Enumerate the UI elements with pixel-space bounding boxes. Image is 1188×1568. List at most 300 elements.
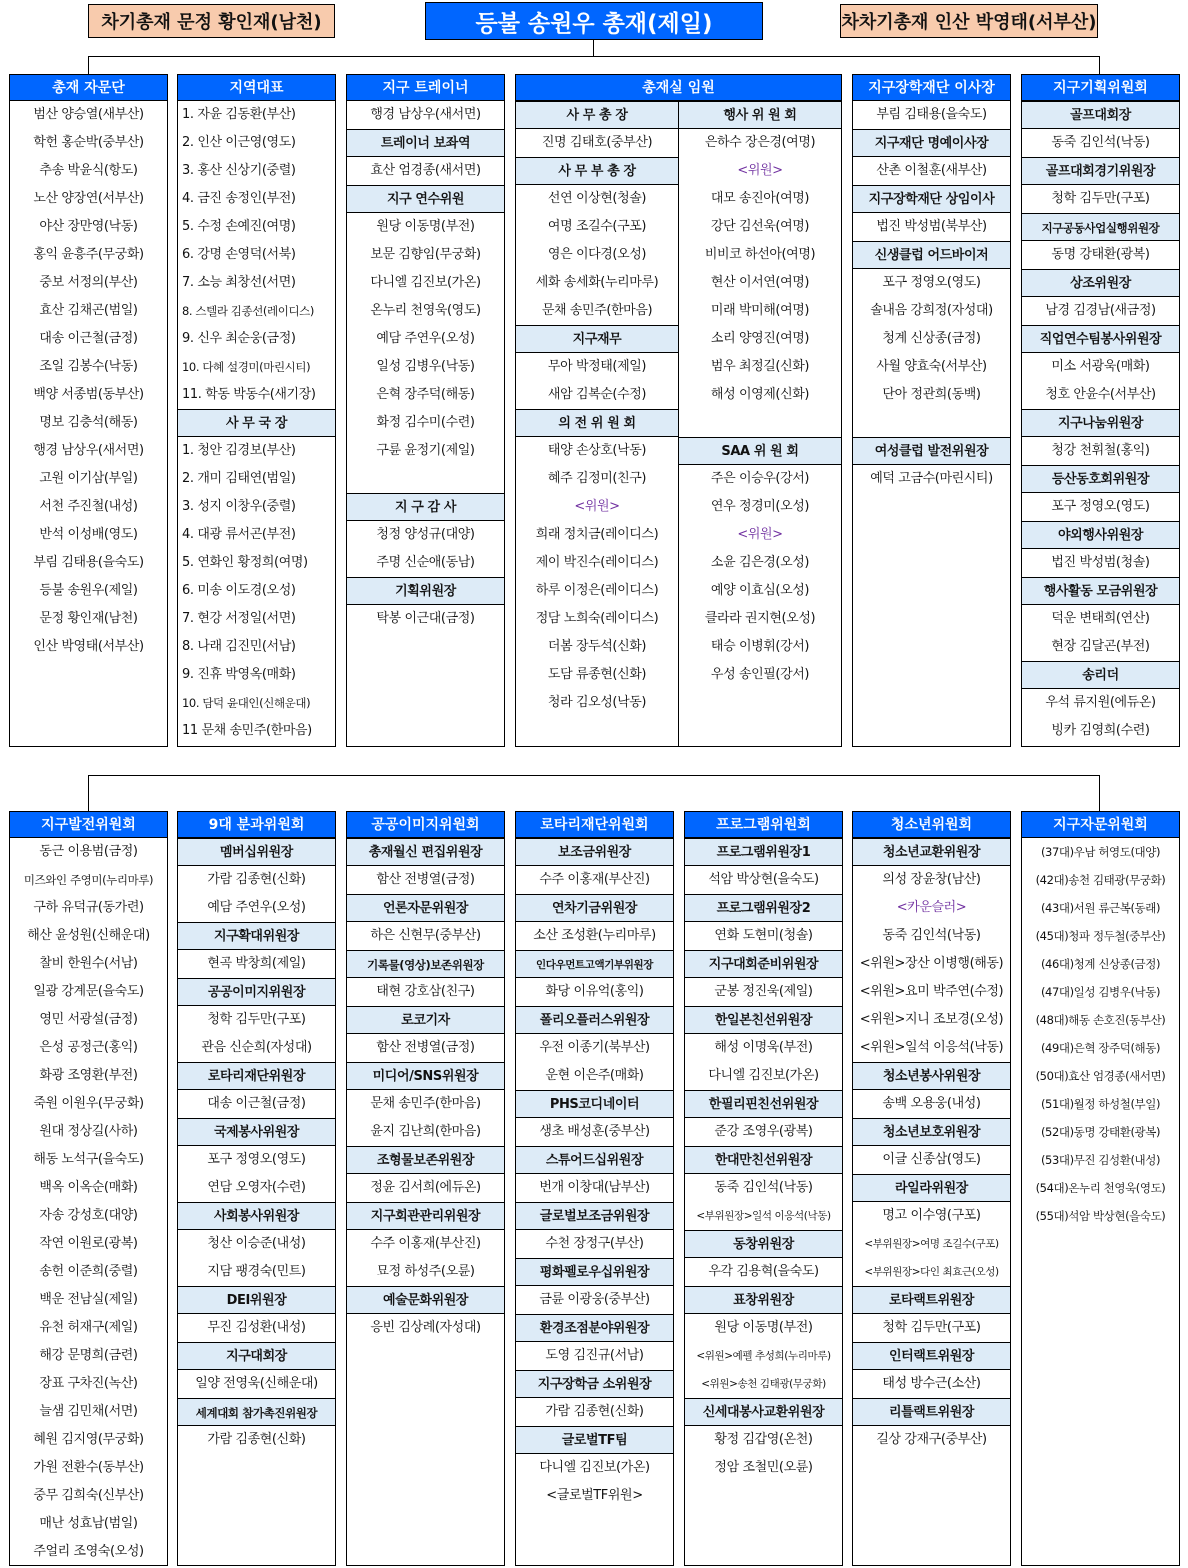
section-header: 사 무 국 장: [178, 409, 335, 437]
member-entry: 백운 전남실(제일): [39, 1292, 138, 1307]
member-entry: 찰비 한원수(서남): [39, 956, 138, 971]
org-column: [515, 74, 842, 747]
member-entry: <위원>예펠 추성희(누리마루): [696, 1350, 831, 1362]
member-entry: 수천 장정구(부산): [545, 1236, 644, 1251]
member-entry: 5. 수정 손예진(여명): [182, 219, 296, 234]
member-entry: <위원>: [737, 163, 783, 178]
member-entry: 하루 이정은(레이디스): [535, 583, 659, 598]
member-entry: 3. 성지 이창우(중렬): [182, 499, 296, 514]
member-entry: 클라라 권지현(오성): [704, 611, 816, 626]
section-header: 지구장학금 소위원장: [516, 1370, 673, 1398]
section-header: 지 구 감 사: [347, 493, 504, 521]
section-header: 국제봉사위원장: [178, 1118, 335, 1146]
member-entry: 다니엘 김진보(가온): [539, 1460, 650, 1475]
member-entry: 문채 송민주(한마음): [370, 1096, 481, 1111]
member-entry: 군봉 정진욱(제일): [714, 984, 813, 999]
section-header: 한필리핀친선위원장: [685, 1090, 842, 1118]
member-entry: <위원>요미 박주연(수정): [859, 984, 1004, 999]
column-title: 총재 자문단: [10, 75, 167, 101]
member-entry: 가람 김종현(신화): [207, 1432, 306, 1447]
section-header: 공공이미지위원장: [178, 978, 335, 1006]
member-entry: 작연 이원로(광복): [39, 1236, 138, 1251]
member-entry: 정윤 김서희(에듀온): [370, 1180, 481, 1195]
section-header: 언론자문위원장: [347, 894, 504, 922]
org-column: [346, 811, 505, 1566]
member-entry: 효산 김채곤(범일): [39, 303, 138, 318]
connector-mid-horizontal: [88, 775, 1100, 776]
section-header: 연차기금위원장: [516, 894, 673, 922]
section-header: 지구재단 명예이사장: [853, 129, 1010, 157]
member-entry: 포구 정영오(영도): [1051, 499, 1150, 514]
member-entry: 동죽 김인석(낙동): [714, 1180, 813, 1195]
section-header: 라일라위원장: [853, 1174, 1010, 1202]
member-entry: 제이 박진수(레이디스): [535, 555, 659, 570]
member-entry: 무진 김성환(내성): [207, 1320, 306, 1335]
member-entry: 가람 김종현(신화): [545, 1404, 644, 1419]
member-entry: 청정 양성규(대양): [376, 527, 475, 542]
member-entry: 세화 송세화(누리마루): [535, 275, 659, 290]
member-entry: 대모 송진아(여명): [710, 191, 810, 206]
connector-mid-left: [88, 775, 89, 811]
member-entry: 연화 도현미(청솔): [714, 928, 813, 943]
section-header: 인다우먼트고액기부위원장: [516, 950, 673, 978]
member-entry: 길상 강재구(중부산): [876, 1432, 987, 1447]
member-entry: 도영 김진규(서남): [545, 1348, 644, 1363]
member-entry: 문채 송민주(한마음): [541, 303, 653, 318]
blank-row: [853, 409, 1010, 437]
member-entry: (43대)서원 류근복(동래): [1040, 901, 1161, 915]
member-entry: 지담 팽경숙(민트): [207, 1264, 306, 1279]
member-entry: 노산 양장연(서부산): [33, 191, 144, 206]
member-entry: 청산 이승준(내성): [207, 1236, 306, 1251]
member-entry: 현곡 박창희(제일): [207, 956, 306, 971]
member-entry: 미래 박미해(여명): [710, 303, 810, 318]
column-title: 청소년위원회: [853, 812, 1010, 838]
member-entry: 명고 이수영(구포): [882, 1208, 981, 1223]
member-entry: 행경 남상우(새서면): [33, 443, 144, 458]
member-entry: 9. 신우 최순웅(금정): [182, 331, 296, 346]
member-entry: <글로벌TF위원>: [546, 1488, 643, 1503]
member-entry: 해성 이영제(신화): [710, 387, 810, 402]
column-title: 공공이미지위원회: [347, 812, 504, 838]
member-entry: 부림 김태용(을숙도): [876, 107, 987, 122]
member-entry: 구륜 윤정기(제일): [376, 443, 475, 458]
member-entry: (49대)은혁 장주덕(해동): [1040, 1041, 1161, 1055]
member-entry: 8. 나래 김진민(서남): [182, 639, 296, 654]
member-entry: <위원>장산 이병행(해동): [859, 956, 1004, 971]
member-entry: 혜주 김정미(친구): [547, 471, 647, 486]
next-next-governor-box: 차차기총재 인산 박영태(서부산): [840, 4, 1098, 38]
section-header: 골프대회장: [1022, 101, 1179, 129]
member-entry: (37대)우남 허영도(대양): [1040, 845, 1161, 859]
section-header: 한대만친선위원장: [685, 1146, 842, 1174]
member-entry: 우성 송인필(강서): [710, 667, 810, 682]
member-entry: 중보 서정의(부산): [39, 275, 138, 290]
org-column: [9, 811, 168, 1566]
member-entry: 송백 오용웅(내성): [882, 1096, 981, 1111]
member-entry: 의성 장윤창(남산): [882, 872, 981, 887]
member-entry: 효산 엄경종(새서면): [370, 163, 481, 178]
section-header: 지구재무: [516, 325, 678, 353]
member-entry: 동근 이용범(금정): [39, 844, 138, 859]
member-entry: 묘정 하성주(오륜): [376, 1264, 475, 1279]
member-entry: <부위원장>여명 조길수(구포): [864, 1238, 999, 1250]
member-entry: 10. 담덕 윤대인(신해운대): [182, 696, 311, 710]
section-header: 의 전 위 원 회: [516, 409, 678, 437]
member-entry: 온누리 천영욱(영도): [370, 303, 481, 318]
member-entry: 관음 신순희(자성대): [201, 1040, 312, 1055]
section-header: 동창위원장: [685, 1230, 842, 1258]
member-entry: <카운슬러>: [896, 900, 967, 915]
section-header: 여성클럽 발전위원장: [853, 437, 1010, 465]
member-entry: 예양 이효심(오성): [710, 583, 810, 598]
section-header: 리틀랙트위원장: [853, 1398, 1010, 1426]
blank-row: [347, 465, 504, 493]
member-entry: 법진 박성범(북부산): [876, 219, 987, 234]
member-entry: 우석 류지원(에듀온): [1045, 695, 1156, 710]
member-entry: 추송 박윤식(항도): [39, 163, 138, 178]
member-entry: 늘샘 김민채(서면): [39, 1404, 138, 1419]
member-entry: 홍익 윤흥주(무궁화): [33, 247, 144, 262]
member-entry: 학헌 홍순박(중부산): [33, 135, 144, 150]
section-header: 기획위원장: [347, 577, 504, 605]
member-entry: <부위원장>일석 이응석(낙동): [696, 1210, 831, 1222]
org-column: [177, 811, 336, 1566]
member-entry: 동죽 김인석(낙동): [882, 928, 981, 943]
member-entry: 주얼리 조영숙(오성): [33, 1544, 144, 1559]
member-entry: 정담 노희숙(레이디스): [535, 611, 659, 626]
member-entry: (54대)온누리 천영욱(영도): [1035, 1181, 1166, 1195]
member-entry: 화정 김수미(수련): [376, 415, 475, 430]
column-title: 지구장학재단 이사장: [853, 75, 1010, 101]
member-entry: 구하 유덕규(동가련): [33, 900, 144, 915]
section-header: 글로벌보조금위원장: [516, 1202, 673, 1230]
member-entry: 여명 조길수(구포): [547, 219, 647, 234]
section-header: 등산동호회위원장: [1022, 465, 1179, 493]
member-entry: 죽원 이원우(무궁화): [33, 1096, 144, 1111]
connector-top-right: [1099, 56, 1100, 74]
member-entry: 은하수 장은경(여명): [704, 135, 816, 150]
section-header: 폴리오플러스위원장: [516, 1006, 673, 1034]
member-entry: 중무 김희숙(신부산): [33, 1488, 144, 1503]
section-header: 기록물(영상)보존위원장: [347, 950, 504, 978]
member-entry: (42대)송천 김태광(무궁화): [1035, 873, 1166, 887]
member-entry: 서천 주진철(내성): [39, 499, 138, 514]
member-entry: 일양 전영욱(신해운대): [195, 1376, 318, 1391]
member-entry: 법진 박성범(청솔): [1051, 555, 1150, 570]
member-entry: 윤지 김난희(한마음): [370, 1124, 481, 1139]
org-column: [515, 811, 674, 1566]
section-header: 지구 연수위원: [347, 185, 504, 213]
member-entry: 미소 서광욱(매화): [1051, 359, 1150, 374]
member-entry: 더봄 장두석(신화): [547, 639, 647, 654]
member-entry: <위원>: [737, 527, 783, 542]
section-header: PHS코디네이터: [516, 1090, 673, 1118]
section-header: 미디어/SNS위원장: [347, 1062, 504, 1090]
section-header: 청소년보호위원장: [853, 1118, 1010, 1146]
member-entry: 주은 이승우(강서): [710, 471, 810, 486]
connector-mid-right: [1099, 775, 1100, 811]
member-entry: 예담 주연우(오성): [376, 331, 475, 346]
member-entry: 매난 성효남(범일): [39, 1516, 138, 1531]
column-title: 지구 트레이너: [347, 75, 504, 101]
section-header: 지구대회준비위원장: [685, 950, 842, 978]
member-entry: 소리 양영진(여명): [710, 331, 810, 346]
member-entry: 8. 스텔라 김종선(레이디스): [182, 304, 314, 318]
member-entry: 화광 조영환(부전): [39, 1068, 138, 1083]
member-entry: 원대 정상길(사하): [39, 1124, 138, 1139]
member-entry: 수주 이홍재(부산진): [539, 872, 650, 887]
member-entry: 청라 김오성(낙동): [547, 695, 647, 710]
member-entry: 인산 박영태(서부산): [33, 639, 144, 654]
member-entry: 송헌 이준희(중렬): [39, 1264, 138, 1279]
member-entry: 포구 정영오(영도): [882, 275, 981, 290]
member-entry: 함산 전병열(금정): [376, 872, 475, 887]
org-column: [1021, 811, 1180, 1566]
member-entry: 3. 홍산 신상기(중렬): [182, 163, 296, 178]
split-panel: [516, 101, 841, 746]
section-header: 직업연수팀봉사위원장: [1022, 325, 1179, 353]
member-entry: 태승 이병휘(강서): [710, 639, 810, 654]
section-header: 인터랙트위원장: [853, 1342, 1010, 1370]
org-column: [177, 74, 336, 747]
section-header: 행사 위 원 회: [679, 101, 841, 129]
section-header: 평화펠로우십위원장: [516, 1258, 673, 1286]
member-entry: 범우 최정길(신화): [710, 359, 810, 374]
member-entry: 5. 연화인 황정희(여명): [182, 555, 308, 570]
member-entry: 9. 진휴 박영옥(매화): [182, 667, 296, 682]
member-entry: <위원>송천 김태광(무궁화): [701, 1378, 826, 1390]
member-entry: 7. 현강 서정일(서면): [182, 611, 296, 626]
member-entry: 청계 신상종(금정): [882, 331, 981, 346]
member-entry: 다니엘 김진보(가온): [370, 275, 481, 290]
section-header: 사 무 총 장: [516, 101, 678, 129]
member-entry: 진명 김태호(중부산): [541, 135, 653, 150]
member-entry: 고원 이기삼(부일): [39, 471, 138, 486]
member-entry: 청학 김두만(구포): [1051, 191, 1150, 206]
member-entry: 단아 정관희(동백): [882, 387, 981, 402]
member-entry: 도담 류종현(신화): [547, 667, 647, 682]
member-entry: 반석 이성배(영도): [39, 527, 138, 542]
member-entry: 4. 대광 류서곤(부전): [182, 527, 296, 542]
section-header: 세계대회 참가촉진위원장: [178, 1398, 335, 1426]
member-entry: 연우 정경미(오성): [710, 499, 810, 514]
member-entry: 비비코 하선아(여명): [704, 247, 816, 262]
member-entry: 4. 금진 송정인(부전): [182, 191, 296, 206]
section-header: 글로벌TF팀: [516, 1426, 673, 1454]
section-header: DEI위원장: [178, 1286, 335, 1314]
member-entry: 혜원 김지영(무궁화): [33, 1432, 144, 1447]
member-entry: 운현 이은주(매화): [545, 1068, 644, 1083]
column-title: 지역대표: [178, 75, 335, 101]
member-entry: 청학 김두만(구포): [207, 1012, 306, 1027]
member-entry: 현산 이서연(여명): [710, 275, 810, 290]
section-header: 환경조점분야위원장: [516, 1314, 673, 1342]
connector-top-horizontal: [88, 56, 1100, 57]
column-title: 로타리재단위원회: [516, 812, 673, 838]
member-entry: 2. 개미 김태연(범일): [182, 471, 296, 486]
member-entry: 일광 강계문(을숙도): [33, 984, 144, 999]
member-entry: (53대)무진 김성환(내성): [1040, 1153, 1161, 1167]
member-entry: 포구 정영오(영도): [207, 1152, 306, 1167]
section-header: 보조금위원장: [516, 838, 673, 866]
governor-box: 등불 송원우 총재(제일): [425, 2, 763, 40]
member-entry: 백양 서종범(동부산): [33, 387, 144, 402]
member-entry: 응빈 김상례(자성대): [370, 1320, 481, 1335]
member-entry: 무아 박정태(제일): [547, 359, 647, 374]
member-entry: 우각 김용혁(을숙도): [708, 1264, 819, 1279]
member-entry: 소윤 김은경(오성): [710, 555, 810, 570]
member-entry: 해강 문명희(금련): [39, 1348, 138, 1363]
member-entry: 수주 이홍재(부산진): [370, 1236, 481, 1251]
org-column: [852, 811, 1011, 1566]
member-entry: 행경 남상우(새서면): [370, 107, 481, 122]
member-entry: 문정 황인재(남천): [39, 611, 138, 626]
connector-top-left: [88, 56, 89, 74]
member-entry: (47대)일성 김병우(낙동): [1040, 985, 1161, 999]
section-header: 사 무 부 총 장: [516, 157, 678, 185]
member-entry: 함산 전병열(금정): [376, 1040, 475, 1055]
member-entry: 번개 이창대(남부산): [539, 1180, 650, 1195]
member-entry: 가원 전환수(동부산): [33, 1460, 144, 1475]
member-entry: 야산 장만영(낙동): [39, 219, 138, 234]
member-entry: 빙카 김영희(수련): [1051, 723, 1150, 738]
member-entry: 화당 이유억(홍익): [545, 984, 644, 999]
member-entry: 대송 이근철(금정): [39, 331, 138, 346]
blank-row: [679, 409, 841, 437]
member-entry: 은성 공정근(홍익): [39, 1040, 138, 1055]
section-header: 지구회관관리위원장: [347, 1202, 504, 1230]
member-entry: 황정 김갑영(온천): [714, 1432, 813, 1447]
member-entry: 하은 신현무(중부산): [370, 928, 481, 943]
member-entry: 정암 조철민(오륜): [714, 1460, 813, 1475]
member-entry: 동죽 김인석(낙동): [1051, 135, 1150, 150]
member-entry: 은혁 장주덕(해동): [376, 387, 475, 402]
member-entry: 다니엘 김진보(가온): [708, 1068, 819, 1083]
section-header: 로타리재단위원장: [178, 1062, 335, 1090]
member-entry: 6. 미송 이도경(오성): [182, 583, 296, 598]
section-header: 한일본친선위원장: [685, 1006, 842, 1034]
member-entry: 백옥 이옥순(매화): [39, 1180, 138, 1195]
member-entry: 해동 노석구(을숙도): [33, 1152, 144, 1167]
section-header: 야외행사위원장: [1022, 521, 1179, 549]
column-title: 지구발전위원회: [10, 812, 167, 838]
column-title: 프로그램위원회: [685, 812, 842, 838]
member-entry: <위원>: [574, 499, 620, 514]
member-entry: 영민 서광설(금정): [39, 1012, 138, 1027]
section-header: 지구확대위원장: [178, 922, 335, 950]
org-column: [9, 74, 168, 747]
section-header: 조형물보존위원장: [347, 1146, 504, 1174]
member-entry: (50대)효산 엄경종(새서면): [1035, 1069, 1166, 1083]
section-header: 스튜어드십위원장: [516, 1146, 673, 1174]
member-entry: 해산 윤성원(신해운대): [27, 928, 150, 943]
section-header: 사회봉사위원장: [178, 1202, 335, 1230]
section-header: 지구공동사업실행위원장: [1022, 213, 1179, 241]
member-entry: 보문 김향임(무궁화): [370, 247, 481, 262]
member-entry: 가람 김종현(신화): [207, 872, 306, 887]
member-entry: 원당 이동명(부전): [376, 219, 475, 234]
member-entry: 주명 신순애(동남): [376, 555, 475, 570]
member-entry: 청강 천휘철(홍익): [1051, 443, 1150, 458]
member-entry: 10. 다혜 설경미(마린시티): [182, 360, 311, 374]
section-header: 상조위원장: [1022, 269, 1179, 297]
column-title: 지구자문위원회: [1022, 812, 1179, 838]
section-header: 송리더: [1022, 661, 1179, 689]
column-title: 9대 분과위원회: [178, 812, 335, 838]
member-entry: (48대)해동 손호진(동부산): [1035, 1013, 1166, 1027]
member-entry: 동명 강태환(광복): [1051, 247, 1150, 262]
section-header: 예술문화위원장: [347, 1286, 504, 1314]
member-entry: 이글 신종삼(영도): [882, 1152, 981, 1167]
org-column: [684, 811, 843, 1566]
section-header: 지구대회장: [178, 1342, 335, 1370]
member-entry: 석암 박상현(을숙도): [708, 872, 819, 887]
member-entry: <위원>일석 이응석(낙동): [859, 1040, 1004, 1055]
org-column: [346, 74, 505, 747]
member-entry: (52대)동명 강태환(광복): [1040, 1125, 1161, 1139]
member-entry: 자송 강성호(대양): [39, 1208, 138, 1223]
member-entry: 강단 김선욱(여명): [710, 219, 810, 234]
section-header: 로타랙트위원장: [853, 1286, 1010, 1314]
member-entry: 연담 오영자(수련): [207, 1180, 306, 1195]
member-entry: (55대)석암 박상현(을숙도): [1035, 1209, 1166, 1223]
section-header: 표창위원장: [685, 1286, 842, 1314]
section-header: 프로그램위원장2: [685, 894, 842, 922]
connector-top-center: [593, 40, 594, 56]
member-entry: 솔내음 강희정(자성대): [870, 303, 993, 318]
member-entry: (46대)청계 신상종(금정): [1040, 957, 1161, 971]
member-entry: 준강 조영우(광복): [714, 1124, 813, 1139]
member-entry: 2. 인산 이근영(영도): [182, 135, 296, 150]
member-entry: 덕운 변태희(연산): [1051, 611, 1150, 626]
member-entry: (45대)청파 정두철(중부산): [1035, 929, 1166, 943]
member-entry: 6. 강명 손영덕(서북): [182, 247, 296, 262]
member-entry: 조일 김봉수(낙동): [39, 359, 138, 374]
column-title: 총재실 임원: [516, 75, 841, 101]
section-header: SAA 위 원 회: [679, 437, 841, 465]
member-entry: <위원>지니 조보경(오성): [859, 1012, 1004, 1027]
member-entry: 미즈와인 주영미(누리마루): [23, 873, 154, 887]
member-entry: 새암 김복순(수정): [547, 387, 647, 402]
member-entry: 원당 이동명(부전): [714, 1320, 813, 1335]
member-entry: 산촌 이철훈(새부산): [876, 163, 987, 178]
member-entry: 해성 이명욱(부전): [714, 1040, 813, 1055]
column-title: 지구기획위원회: [1022, 75, 1179, 101]
member-entry: 11 문채 송민주(한마음): [182, 723, 312, 738]
member-entry: 영은 이다경(오성): [547, 247, 647, 262]
member-entry: 태성 방수근(소산): [882, 1376, 981, 1391]
member-entry: 태양 손상호(낙동): [547, 443, 647, 458]
member-entry: 예덕 고금수(마린시티): [870, 471, 993, 486]
member-entry: 일성 김병우(낙동): [376, 359, 475, 374]
member-entry: 현장 김달곤(부전): [1051, 639, 1150, 654]
section-header: 신생클럽 어드바이저: [853, 241, 1010, 269]
section-header: 행사활동 모금위원장: [1022, 577, 1179, 605]
org-column: [1021, 74, 1180, 747]
section-header: 트레이너 보좌역: [347, 129, 504, 157]
next-governor-box: 차기총재 문정 황인재(남천): [88, 4, 335, 38]
member-entry: 유천 허재구(제일): [39, 1320, 138, 1335]
member-entry: 우전 이종기(북부산): [539, 1040, 650, 1055]
member-entry: 사월 양효숙(서부산): [876, 359, 987, 374]
member-entry: 남경 김경남(새금정): [1045, 303, 1156, 318]
section-header: 청소년교환위원장: [853, 838, 1010, 866]
section-header: 멤버십위원장: [178, 838, 335, 866]
member-entry: 장표 구차진(녹산): [39, 1376, 138, 1391]
member-entry: 7. 소능 최창선(서면): [182, 275, 296, 290]
section-header: 로코기자: [347, 1006, 504, 1034]
